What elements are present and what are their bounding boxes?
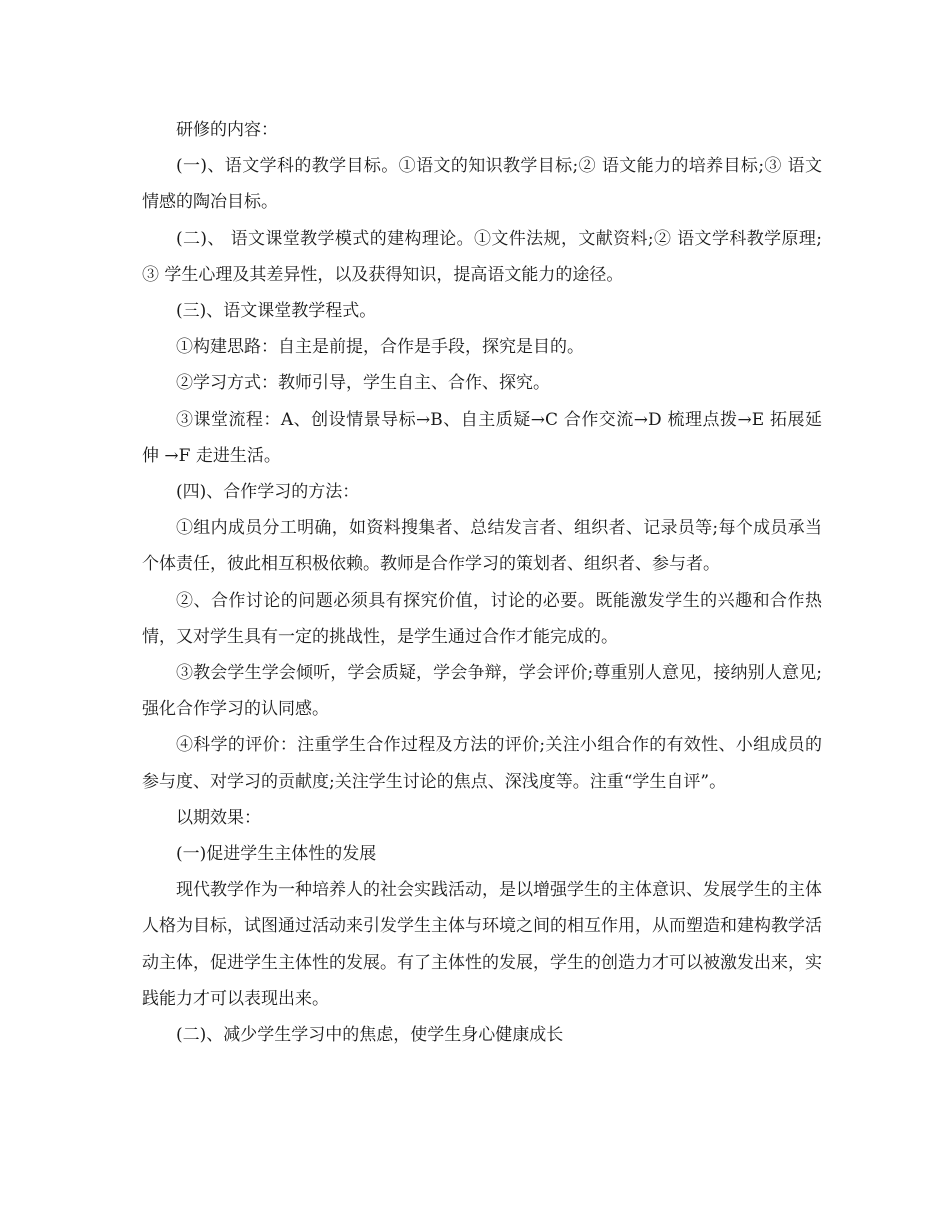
paragraph-coop-4: ④科学的评价：注重学生合作过程及方法的评价;关注小组合作的有效性、小组成员的参与度、对学习的贡献度;关注学生讨论的焦点、深浅度等。注重“学生自评”。 <box>142 735 822 792</box>
paragraph-heading-effects: 以期效果： <box>176 807 261 828</box>
paragraph-section-3: (三)、语文课堂教学程式。 <box>176 301 377 322</box>
paragraph-idea: ①构建思路：自主是前提，合作是手段，探究是目的。 <box>176 337 584 358</box>
paragraph-section-4: (四)、合作学习的方法： <box>176 482 360 503</box>
paragraph-coop-3: ③教会学生学会倾听，学会质疑，学会争辩，学会评价;尊重别人意见，接纳别人意见;强化合作学习的认同感。 <box>142 663 822 720</box>
paragraph-method: ②学习方式：教师引导，学生自主、合作、探究。 <box>176 373 550 394</box>
paragraph-effect-1-body: 现代教学作为一种培养人的社会实践活动，是以增强学生的主体意识、发展学生的主体人格为目标，试图通过活动来引发学生主体与环境之间的相互作用，从而塑造和建构教学活动主体，促进学生主体性的发展。有了主体性的发展，学生的创造力才可以被激发出来，实践能力才可以表现出来。 <box>142 880 822 1009</box>
paragraph-heading-content: 研修的内容： <box>176 120 278 140</box>
paragraph-process: ③课堂流程：A、创设情景导标→B、自主质疑→C 合作交流→D 梳理点拨→E 拓展延伸 →F 走进生活。 <box>142 409 822 466</box>
paragraph-effect-2-title: (二)、减少学生学习中的焦虑，使学生身心健康成长 <box>176 1025 564 1046</box>
paragraph-coop-2: ②、合作讨论的问题必须具有探究价值，讨论的必要。既能激发学生的兴趣和合作热情，又对学生具有一定的挑战性，是学生通过合作才能完成的。 <box>142 590 822 647</box>
document-page <box>142 112 822 1053</box>
paragraph-section-2: (二)、 语文课堂教学模式的建构理论。①文件法规，文献资料;② 语文学科教学原理;③ 学生心理及其差异性，以及获得知识，提高语文能力的途径。 <box>142 228 822 285</box>
paragraph-effect-1-title: (一)促进学生主体性的发展 <box>176 844 377 865</box>
paragraph-section-1: (一)、语文学科的教学目标。①语文的知识教学目标;② 语文能力的培养目标;③ 语文情感的陶冶目标。 <box>142 156 822 213</box>
paragraph-coop-1: ①组内成员分工明确，如资料搜集者、总结发言者、组织者、记录员等;每个成员承当个体责任，彼此相互积极依赖。教师是合作学习的策划者、组织者、参与者。 <box>142 518 822 575</box>
